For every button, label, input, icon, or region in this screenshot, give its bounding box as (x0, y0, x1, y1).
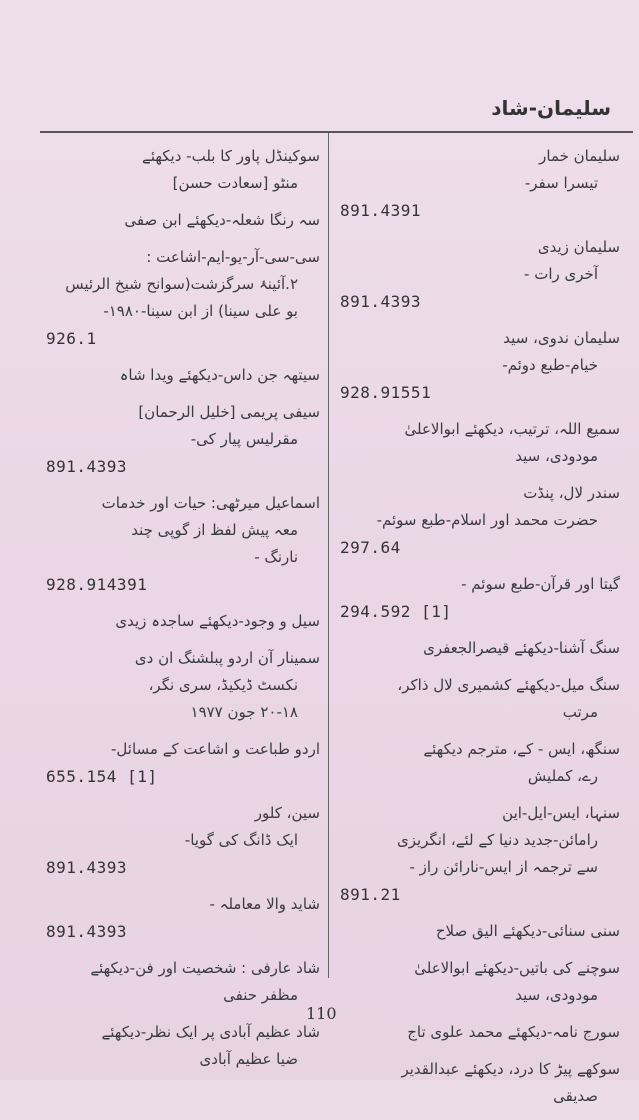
index-entry (46, 143, 320, 197)
index-entry (340, 918, 620, 945)
entry-line: مودودی، سید (515, 986, 598, 1004)
entry-line: معہ پیش لفظ از گوپی چند (131, 521, 298, 539)
page-number: 110 (306, 1004, 337, 1023)
index-entry (46, 399, 320, 480)
index-entry (340, 325, 620, 406)
entry-line: مقرلیس پیار کی- (190, 430, 298, 448)
entry-line: مودودی، سید (515, 447, 598, 465)
index-entry (46, 955, 320, 1009)
entry-heading: شاد عظیم آبادی پر ایک نظر-دیکھئے (101, 1023, 320, 1041)
classification-number: 891.21 (340, 885, 401, 904)
entry-heading: سہ رنگا شعلہ-دیکھئے ابن صفی (124, 211, 320, 229)
entry-heading: سلیمان خمار (539, 147, 620, 165)
index-entry (340, 672, 620, 726)
right-column (340, 143, 620, 1120)
index-entry (46, 362, 320, 389)
entry-line: ضیا عظیم آبادی (199, 1050, 298, 1068)
index-entry (340, 480, 620, 561)
left-column (46, 143, 320, 1083)
index-entry (340, 635, 620, 662)
entry-line: حضرت محمد اور اسلام-طبع سوئم- (376, 511, 598, 529)
entry-heading: سوکھے پیڑ کا درد، دیکھئے عبدالقدیر (401, 1060, 620, 1078)
index-entry (46, 645, 320, 726)
index-entry (340, 571, 620, 625)
entry-heading: اردو طباعت و اشاعت کے مسائل- (111, 740, 320, 758)
classification-number: 891.4393 (46, 858, 128, 877)
classification-number: 655.154 [1] (46, 767, 158, 786)
classification-number: 891.4393 (46, 457, 128, 476)
index-entry (46, 800, 320, 881)
index-entry (46, 207, 320, 234)
entry-line: تیسرا سفر- (524, 174, 598, 192)
entry-heading: اسماعیل میرٹھی: حیات اور خدمات (101, 494, 320, 512)
index-entry (340, 955, 620, 1009)
index-entry (46, 608, 320, 635)
classification-number: 294.592 [1] (340, 602, 452, 621)
entry-line: منٹو [سعادت حسن] (172, 174, 298, 192)
entry-line: ٢.آئینۂ سرگزشت(سوانح شیخ الرئیس (65, 275, 298, 293)
entry-line: رامائن-جدید دنیا کے لئے، انگریزی (397, 831, 598, 849)
entry-heading: سندر لال، پنڈت (523, 484, 620, 502)
index-entry (340, 1019, 620, 1046)
index-entry (340, 800, 620, 908)
entry-heading: سوکینڈل پاور کا بلب- دیکھئے (142, 147, 320, 165)
entry-heading: سلیمان زیدی (537, 238, 620, 256)
entry-line: ١٨-٢٠ جون ١٩٧٧ (190, 703, 298, 721)
entry-line: بو علی سینا) از ابن سینا-١٩٨٠- (103, 302, 298, 320)
column-divider (328, 133, 329, 978)
classification-number: 297.64 (340, 538, 401, 557)
index-entry (46, 244, 320, 352)
index-entry (46, 891, 320, 945)
index-entry (46, 736, 320, 790)
entry-heading: سیل و وجود-دیکھئے ساجدہ زیدی (115, 612, 320, 630)
classification-number: 928.914391 (46, 575, 148, 594)
entry-heading: سیفی پریمی [خلیل الرحمان] (138, 403, 320, 421)
index-entry (340, 234, 620, 315)
classification-number: 891.4393 (340, 292, 422, 311)
classification-number: 928.91551 (340, 383, 432, 402)
entry-heading: سین، کلور (254, 804, 320, 822)
entry-line: صدیقی (553, 1087, 598, 1105)
entry-line: نارنگ - (254, 548, 298, 566)
entry-heading: سنگ میل-دیکھئے کشمیری لال ذاکر، (397, 676, 620, 694)
header-rule (40, 131, 633, 133)
entry-heading: سنگھ، ایس - کے، مترجم دیکھئے (423, 740, 620, 758)
entry-heading: سنہا، ایس-ایل-این (502, 804, 620, 822)
entry-heading: سی-سی-آر-یو-ایم-اشاعت : (146, 248, 320, 266)
entry-line: ایک ڈانگ کی گویا- (184, 831, 298, 849)
entry-line: مظفر حنفی (223, 986, 298, 1004)
entry-heading: سمیع اللہ، ترتیب، دیکھئے ابوالاعلیٰ (404, 420, 620, 438)
classification-number: 926.1 (46, 329, 97, 348)
entry-heading: شاید والا معاملہ - (209, 895, 320, 913)
entry-heading: سمینار آن اردو پبلشنگ ان دی (134, 649, 320, 667)
index-entry (340, 143, 620, 224)
entry-heading: سیتھہ جن داس-دیکھئے ویدا شاہ (119, 366, 320, 384)
running-head: سلیمان-شاد (491, 96, 611, 120)
entry-heading: سنی سنائی-دیکھئے الیق صلاح (435, 922, 620, 940)
index-entry (46, 490, 320, 598)
entry-line: سے ترجمہ از ایس-نارائن راز - (409, 858, 598, 876)
entry-line: مرتب (562, 703, 598, 721)
index-entry (46, 1019, 320, 1073)
entry-heading: سوچنے کی باتیں-دیکھئے ابوالاعلیٰ (414, 959, 620, 977)
entry-line: رے، کملیش (527, 767, 598, 785)
index-entry (340, 1056, 620, 1110)
classification-number: 891.4393 (46, 922, 128, 941)
entry-heading: شاد عارفی : شخصیت اور فن-دیکھئے (90, 959, 320, 977)
entry-heading: گیتا اور قرآن-طبع سوئم - (461, 575, 620, 593)
entry-heading: سلیمان ندوی، سید (503, 329, 620, 347)
entry-heading: سنگ آشنا-دیکھئے قیصرالجعفری (423, 639, 620, 657)
entry-line: خیام-طبع دوئم- (502, 356, 598, 374)
index-entry (340, 416, 620, 470)
entry-heading: سورج نامہ-دیکھئے محمد علوی تاج (407, 1023, 620, 1041)
classification-number: 891.4391 (340, 201, 422, 220)
index-entry (340, 736, 620, 790)
entry-line: آخری رات - (524, 265, 598, 283)
entry-line: نکسٹ ڈیکیڈ، سری نگر، (148, 676, 298, 694)
